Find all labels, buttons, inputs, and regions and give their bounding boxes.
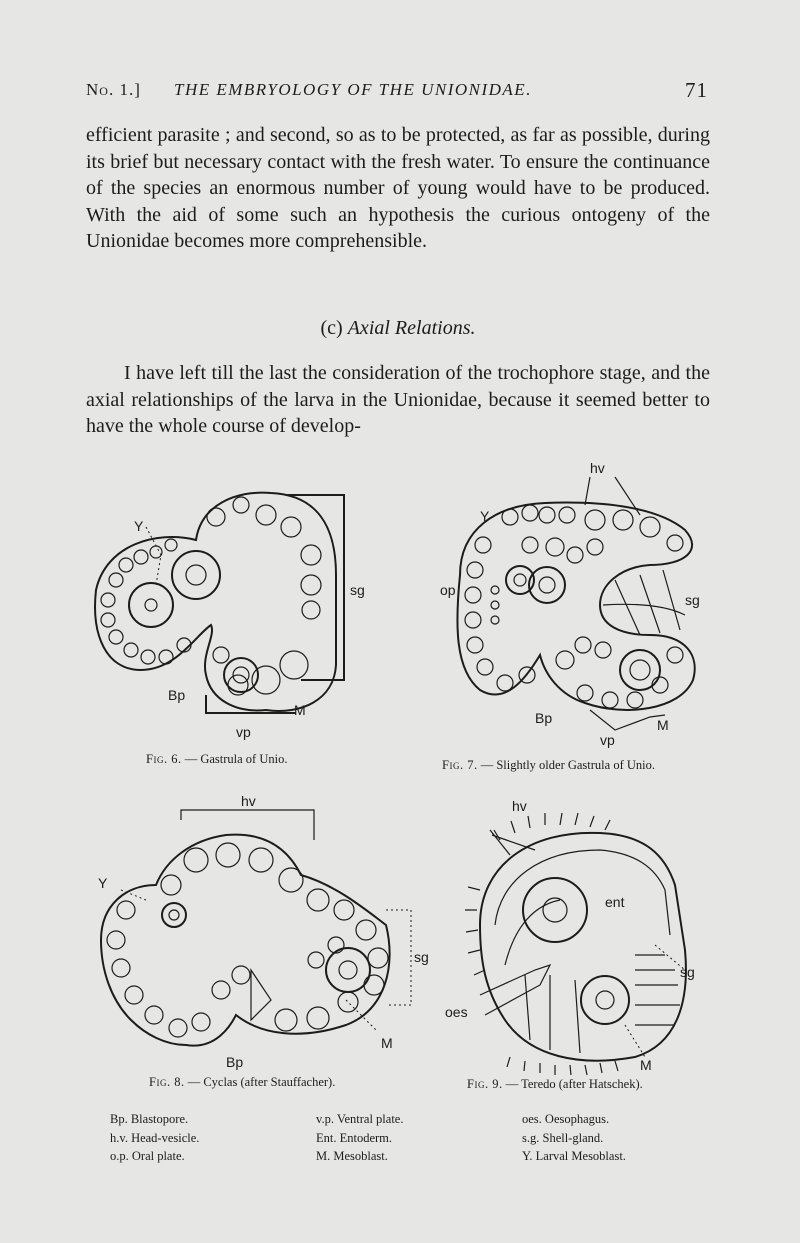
figure-7-caption-text: — Slightly older Gastrula of Unio. (480, 758, 655, 772)
figure-7-number: Fig. 7. (442, 758, 478, 772)
fig7-label-bp: Bp (535, 710, 553, 726)
fig7-label-op: op (440, 582, 456, 598)
fig8-label-hv: hv (241, 793, 256, 809)
figure-9 (440, 795, 715, 1075)
fig7-label-y: Y (480, 508, 490, 524)
figure-8-caption (149, 1075, 335, 1090)
legend-entry: v.p. Ventral plate. (316, 1112, 404, 1126)
fig7-label-sg: sg (685, 592, 700, 608)
legend-entry: Ent. Entoderm. (316, 1130, 393, 1145)
legend-entry: h.v. Head-vesicle. (110, 1130, 200, 1145)
figure-6 (86, 485, 376, 750)
issue-number: No. 1.] (86, 80, 141, 99)
fig9-label-ent: ent (605, 894, 625, 910)
paragraph-1: efficient parasite ; and second, so as to be protected, as far as possible, during its brief but necessary contact with the fresh water. To ensure the continuance of the species an enormous number of young would have to be produced. With the aid of some such an hypothesis the curious ontogeny of the Unionidae becomes more comprehensible. (86, 124, 710, 253)
fig6-label-m: M (294, 702, 306, 718)
figure-6-number: Fig. 6. (146, 752, 182, 766)
section-marker: (c) (320, 317, 343, 339)
figure-8-number: Fig. 8. (149, 1075, 185, 1089)
fig8-label-bp: Bp (226, 1054, 244, 1070)
fig8-label-m: M (381, 1035, 393, 1051)
figure-6-caption-text: — Gastrula of Unio. (184, 752, 288, 766)
figure-6-caption (146, 752, 287, 767)
fig6-label-vp: vp (236, 724, 251, 740)
figure-9-caption (467, 1077, 643, 1092)
section-title: Axial Relations. (347, 317, 476, 339)
figure-8-drawing (86, 790, 436, 1070)
fig8-label-y: Y (98, 875, 108, 891)
legend-entry: M. Mesoblast. (316, 1149, 388, 1163)
paragraph-2: I have left till the last the consideration of the trochophore stage, and the axial relationships of the larva in the Unionidae, because it seemed better to have the whole course of develop- (86, 362, 710, 438)
fig8-label-sg: sg (414, 949, 429, 965)
figure-8-caption-text: — Cyclas (after Stauffacher). (187, 1075, 336, 1089)
page-number: 71 (685, 78, 708, 102)
legend-column-2 (316, 1110, 403, 1166)
fig9-label-m: M (640, 1057, 652, 1073)
figure-9-number: Fig. 9. (467, 1077, 503, 1091)
figure-9-caption-text: — Teredo (after Hatschek). (505, 1077, 643, 1091)
legend-entry: oes. Oesophagus. (522, 1112, 610, 1126)
running-header (86, 76, 712, 106)
running-title: THE EMBRYOLOGY OF THE UNIONIDAE. (174, 80, 532, 99)
figure-7-caption (442, 758, 655, 773)
section-heading (86, 317, 710, 340)
fig7-label-vp: vp (600, 732, 615, 748)
fig9-label-hv: hv (512, 798, 527, 814)
legend-column-3 (522, 1110, 626, 1166)
fig6-label-bp: Bp (168, 687, 186, 703)
legend-entry: s.g. Shell-gland. (522, 1130, 604, 1145)
fig7-label-m: M (657, 717, 669, 733)
fig6-label-sg: sg (350, 582, 365, 598)
legend-entry: Bp. Blastopore. (110, 1112, 189, 1126)
legend-column-1 (110, 1110, 199, 1166)
figure-7 (435, 455, 725, 750)
fig9-label-sg: sg (680, 964, 695, 980)
figure-8 (86, 790, 436, 1070)
fig6-label-y: Y (134, 518, 144, 534)
figure-9-drawing (440, 795, 715, 1075)
fig9-label-oes: oes (445, 1004, 468, 1020)
figure-6-drawing (86, 485, 376, 750)
figure-7-drawing (435, 455, 725, 750)
fig7-label-hv: hv (590, 460, 605, 476)
legend-entry: Y. Larval Mesoblast. (522, 1149, 626, 1163)
legend-entry: o.p. Oral plate. (110, 1149, 185, 1163)
